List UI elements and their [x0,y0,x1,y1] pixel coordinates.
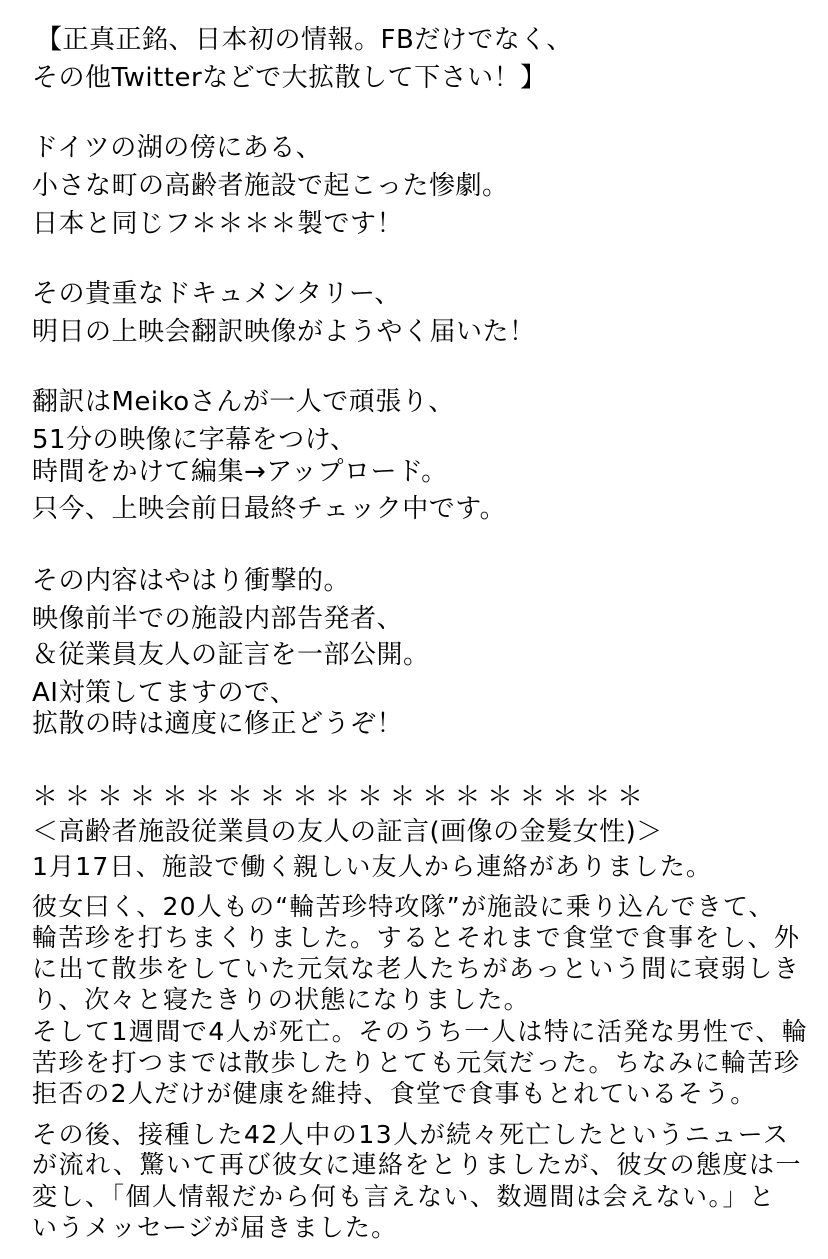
paragraph-line: ドイツの湖の傍にある、 [32,133,323,163]
testimony-line: に出て散歩をしていた元気な老人たちがあっという間に衰弱しき [32,954,801,983]
testimony-line: 1月17日、施設で働く親しい友人から連絡がありました。 [32,852,713,881]
testimony-heading: ＜高齢者施設従業員の友人の証言(画像の金髪女性)＞ [32,817,663,847]
testimony-line: 変し、「個人情報だから何も言えない、数週間は会えない。」と [32,1182,776,1211]
paragraph-line: 拡散の時は適度に修正どうぞ！ [32,709,404,739]
paragraph-line: 明日の上映会翻訳映像がようやく届いた！ [32,317,536,347]
paragraph-line: その貴重なドキュメンタリー、 [32,279,401,309]
testimony-line: が流れ、驚いて再び彼女に連絡をとりましたが、彼女の態度は一 [32,1150,803,1179]
testimony-line: 苦珍を打つまでは散歩したりとても元気だった。ちなみに輪苦珍 [32,1048,801,1077]
paragraph-line: 映像前半での施設内部告発者、 [32,604,404,634]
paragraph-line: その内容はやはり衝撃的。 [32,566,351,596]
testimony-line: 輪苦珍を打ちまくりました。するとそれまで食堂で食事をし、外 [32,923,801,952]
paragraph-line: 小さな町の高齢者施設で起こった惨劇。 [32,171,509,201]
separator: ＊＊＊＊＊＊＊＊＊＊＊＊＊＊＊＊＊＊＊ [32,782,650,812]
paragraph-line: 51分の映像に字幕をつけ、 [32,425,357,455]
testimony-line: その後、接種した42人中の13人が続々死亡したというニュース [32,1120,790,1149]
testimony-line: そして1週間で4人が死亡。そのうち一人は特に活発な男性で、輪 [32,1017,809,1046]
paragraph-line: ＆従業員友人の証言を一部公開。 [32,640,430,670]
paragraph-line: 時間をかけて編集→アップロード。 [32,457,448,487]
testimony-line: 拒否の2人だけが健康を維持、食堂で食事もとれているそう。 [32,1079,757,1108]
testimony-line: いうメッセージが届きました。 [32,1213,398,1242]
intro-line: その他Twitterなどで大拡散して下さい！】 [32,63,547,93]
testimony-line: 彼女曰く、20人もの“輪苦珍特攻隊”が施設に乗り込んできて、 [32,892,775,921]
paragraph-line: 翻訳はMeikoさんが一人で頑張り、 [32,387,455,417]
paragraph-line: AI対策してますので、 [32,678,297,708]
paragraph-line: 只今、上映会前日最終チェック中です。 [32,494,507,524]
testimony-line: り、次々と寝たきりの状態になりました。 [32,985,530,1014]
intro-line: 【正真正銘、日本初の情報。FBだけでなく、 [36,25,573,55]
paragraph-line: 日本と同じフ＊＊＊＊製です！ [32,209,404,239]
